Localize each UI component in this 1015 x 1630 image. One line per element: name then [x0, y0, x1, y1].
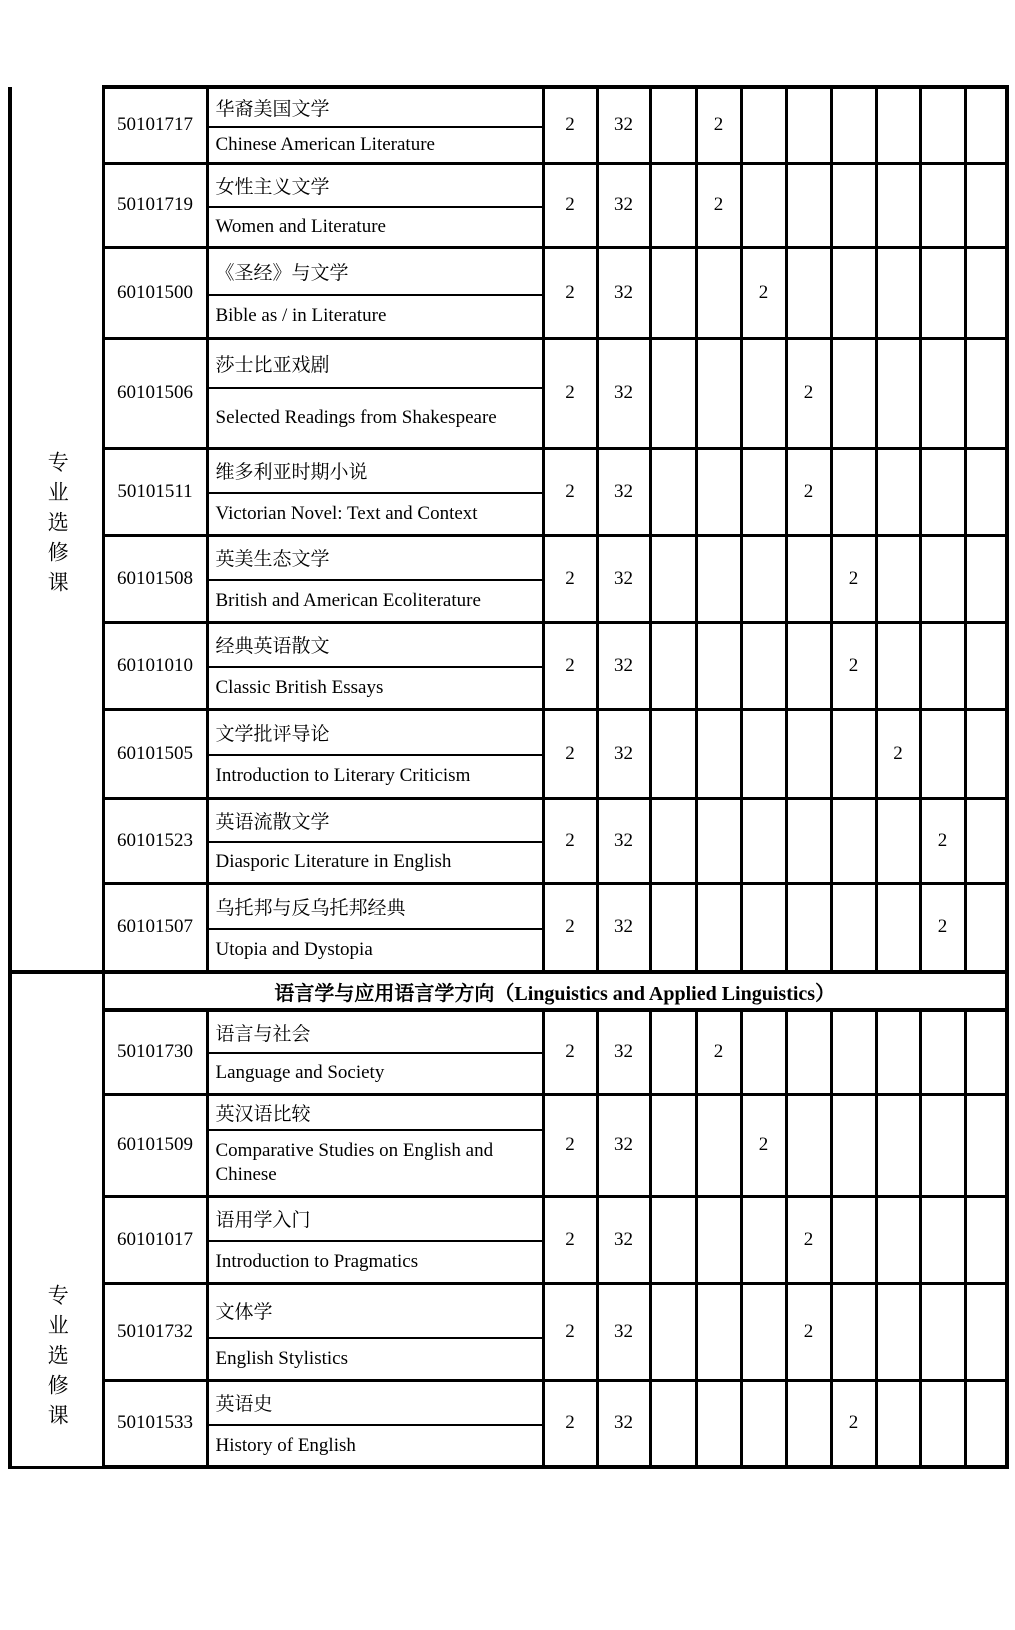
- course-name-en: English Stylistics: [207, 1338, 543, 1380]
- semester-col-3-cell: [741, 622, 786, 709]
- semester-col-7-cell: [920, 448, 965, 535]
- course-name-zh: 华裔美国文学: [207, 87, 543, 127]
- semester-col-1-cell: [650, 1283, 696, 1380]
- semester-col-3-cell: [741, 1196, 786, 1283]
- semester-col-3-cell: [741, 448, 786, 535]
- course-row-zh: [10, 883, 1007, 929]
- semester-col-6-cell: [876, 535, 920, 622]
- course-name-en: Introduction to Pragmatics: [207, 1241, 543, 1283]
- course-credits: 2: [543, 709, 597, 798]
- semester-col-5-cell: 2: [831, 1380, 876, 1467]
- semester-col-3-cell: 2: [741, 1094, 786, 1196]
- semester-col-3-cell: [741, 1380, 786, 1467]
- semester-col-3-cell: [741, 798, 786, 883]
- course-credits: 2: [543, 338, 597, 448]
- course-code: 60101500: [103, 247, 207, 338]
- semester-col-2-cell: [696, 1283, 741, 1380]
- semester-col-2-cell: [696, 798, 741, 883]
- course-name-en: Selected Readings from Shakespeare: [207, 388, 543, 448]
- course-name-zh: 英语流散文学: [207, 798, 543, 842]
- semester-col-7-cell: 2: [920, 883, 965, 972]
- course-name-zh: 女性主义文学: [207, 163, 543, 207]
- course-name-en: Victorian Novel: Text and Context: [207, 493, 543, 535]
- course-code: 60101505: [103, 709, 207, 798]
- semester-col-2-cell: [696, 709, 741, 798]
- semester-col-7-cell: [920, 247, 965, 338]
- course-credits: 2: [543, 87, 597, 163]
- course-credits: 2: [543, 247, 597, 338]
- course-row-zh: [10, 535, 1007, 580]
- semester-col-8-cell: [965, 883, 1007, 972]
- course-name-zh: 经典英语散文: [207, 622, 543, 667]
- semester-col-7-cell: [920, 1380, 965, 1467]
- course-code: 60101506: [103, 338, 207, 448]
- semester-col-1-cell: [650, 87, 696, 163]
- course-name-zh: 语用学入门: [207, 1196, 543, 1241]
- semester-col-6-cell: [876, 798, 920, 883]
- semester-col-6-cell: [876, 163, 920, 247]
- semester-col-6-cell: [876, 1196, 920, 1283]
- semester-col-1-cell: [650, 1094, 696, 1196]
- semester-col-7-cell: [920, 338, 965, 448]
- course-code: 50101730: [103, 1010, 207, 1094]
- section-label-text: 专业选修课: [45, 1283, 70, 1434]
- semester-col-8-cell: [965, 535, 1007, 622]
- semester-col-8-cell: [965, 1283, 1007, 1380]
- semester-col-5-cell: [831, 1196, 876, 1283]
- course-credits: 2: [543, 1380, 597, 1467]
- course-hours: 32: [597, 1283, 650, 1380]
- course-code: 60101010: [103, 622, 207, 709]
- course-code: 50101511: [103, 448, 207, 535]
- semester-col-1-cell: [650, 1380, 696, 1467]
- semester-col-1-cell: [650, 338, 696, 448]
- course-name-zh: 文学批评导论: [207, 709, 543, 755]
- semester-col-5-cell: [831, 163, 876, 247]
- course-name-zh: 英语史: [207, 1380, 543, 1425]
- course-credits: 2: [543, 163, 597, 247]
- course-name-zh: 乌托邦与反乌托邦经典: [207, 883, 543, 929]
- semester-col-8-cell: [965, 1010, 1007, 1094]
- course-code: 50101533: [103, 1380, 207, 1467]
- semester-col-1-cell: [650, 883, 696, 972]
- course-credits: 2: [543, 1010, 597, 1094]
- semester-col-5-cell: 2: [831, 622, 876, 709]
- semester-col-5-cell: [831, 798, 876, 883]
- semester-col-8-cell: [965, 1196, 1007, 1283]
- course-code: 50101732: [103, 1283, 207, 1380]
- semester-col-7-cell: [920, 535, 965, 622]
- course-hours: 32: [597, 87, 650, 163]
- course-credits: 2: [543, 883, 597, 972]
- section-label-cell: [10, 87, 103, 972]
- semester-col-2-cell: [696, 1380, 741, 1467]
- semester-col-7-cell: [920, 163, 965, 247]
- course-hours: 32: [597, 1010, 650, 1094]
- course-hours: 32: [597, 535, 650, 622]
- course-row-zh: [10, 709, 1007, 755]
- course-credits: 2: [543, 798, 597, 883]
- semester-col-6-cell: [876, 1380, 920, 1467]
- semester-col-7-cell: [920, 1283, 965, 1380]
- semester-col-4-cell: 2: [786, 1283, 831, 1380]
- semester-col-2-cell: [696, 883, 741, 972]
- course-code: 60101507: [103, 883, 207, 972]
- course-code: 50101719: [103, 163, 207, 247]
- course-row-zh: [10, 247, 1007, 295]
- course-name-en: Utopia and Dystopia: [207, 929, 543, 972]
- course-row-zh: [10, 1094, 1007, 1130]
- semester-col-3-cell: [741, 535, 786, 622]
- semester-col-1-cell: [650, 535, 696, 622]
- semester-col-6-cell: [876, 448, 920, 535]
- semester-col-7-cell: [920, 87, 965, 163]
- semester-col-4-cell: [786, 1380, 831, 1467]
- course-name-en: Introduction to Literary Criticism: [207, 755, 543, 798]
- semester-col-1-cell: [650, 622, 696, 709]
- course-hours: 32: [597, 883, 650, 972]
- semester-col-4-cell: [786, 87, 831, 163]
- semester-col-4-cell: [786, 798, 831, 883]
- course-row-zh: [10, 1283, 1007, 1338]
- course-row-zh: [10, 338, 1007, 388]
- course-row-zh: [10, 1010, 1007, 1053]
- course-row-zh: [10, 1196, 1007, 1241]
- section-header-row: [10, 972, 1007, 1010]
- course-code: 60101523: [103, 798, 207, 883]
- course-credits: 2: [543, 1094, 597, 1196]
- semester-col-4-cell: [786, 1010, 831, 1094]
- course-hours: 32: [597, 798, 650, 883]
- course-name-zh: 维多利亚时期小说: [207, 448, 543, 493]
- course-name-zh: 英汉语比较: [207, 1094, 543, 1130]
- course-name-en: British and American Ecoliterature: [207, 580, 543, 622]
- semester-col-4-cell: 2: [786, 448, 831, 535]
- course-hours: 32: [597, 448, 650, 535]
- course-credits: 2: [543, 1196, 597, 1283]
- semester-col-5-cell: [831, 883, 876, 972]
- semester-col-8-cell: [965, 87, 1007, 163]
- semester-col-5-cell: [831, 709, 876, 798]
- semester-col-3-cell: [741, 883, 786, 972]
- semester-col-8-cell: [965, 622, 1007, 709]
- semester-col-3-cell: [741, 709, 786, 798]
- semester-col-6-cell: 2: [876, 709, 920, 798]
- semester-col-7-cell: [920, 1196, 965, 1283]
- semester-col-1-cell: [650, 1010, 696, 1094]
- course-name-en: History of English: [207, 1425, 543, 1467]
- course-row-zh: [10, 163, 1007, 207]
- semester-col-5-cell: [831, 1094, 876, 1196]
- course-hours: 32: [597, 247, 650, 338]
- course-row-zh: [10, 622, 1007, 667]
- semester-col-5-cell: 2: [831, 535, 876, 622]
- semester-col-8-cell: [965, 448, 1007, 535]
- semester-col-4-cell: [786, 1094, 831, 1196]
- course-hours: 32: [597, 1380, 650, 1467]
- course-credits: 2: [543, 448, 597, 535]
- semester-col-4-cell: 2: [786, 338, 831, 448]
- semester-col-6-cell: [876, 1010, 920, 1094]
- semester-col-7-cell: [920, 622, 965, 709]
- semester-col-3-cell: 2: [741, 247, 786, 338]
- semester-col-4-cell: [786, 709, 831, 798]
- course-name-zh: 文体学: [207, 1283, 543, 1338]
- semester-col-4-cell: [786, 247, 831, 338]
- course-row-zh: [10, 1380, 1007, 1425]
- course-row-zh: [10, 798, 1007, 842]
- course-hours: 32: [597, 709, 650, 798]
- course-code: 60101508: [103, 535, 207, 622]
- semester-col-4-cell: [786, 883, 831, 972]
- semester-col-5-cell: [831, 1283, 876, 1380]
- semester-col-6-cell: [876, 247, 920, 338]
- semester-col-2-cell: [696, 1196, 741, 1283]
- semester-col-2-cell: [696, 1094, 741, 1196]
- course-code: 50101717: [103, 87, 207, 163]
- semester-col-8-cell: [965, 247, 1007, 338]
- course-hours: 32: [597, 1196, 650, 1283]
- semester-col-6-cell: [876, 622, 920, 709]
- course-table-body: [10, 87, 1007, 1467]
- semester-col-6-cell: [876, 883, 920, 972]
- course-name-zh: 《圣经》与文学: [207, 247, 543, 295]
- course-name-en: Language and Society: [207, 1053, 543, 1094]
- course-name-en: Diasporic Literature in English: [207, 842, 543, 883]
- semester-col-4-cell: [786, 622, 831, 709]
- section-header: 语言学与应用语言学方向（Linguistics and Applied Linguistics）: [103, 972, 1007, 1010]
- course-table: [8, 85, 1009, 1469]
- semester-col-1-cell: [650, 163, 696, 247]
- course-row-zh: [10, 87, 1007, 127]
- course-name-en: Comparative Studies on English and Chinese: [207, 1130, 543, 1196]
- semester-col-8-cell: [965, 709, 1007, 798]
- semester-col-4-cell: 2: [786, 1196, 831, 1283]
- course-hours: 32: [597, 338, 650, 448]
- semester-col-8-cell: [965, 1094, 1007, 1196]
- course-name-zh: 语言与社会: [207, 1010, 543, 1053]
- semester-col-3-cell: [741, 1283, 786, 1380]
- course-name-en: Women and Literature: [207, 207, 543, 247]
- course-row-zh: [10, 448, 1007, 493]
- semester-col-5-cell: [831, 87, 876, 163]
- semester-col-2-cell: [696, 622, 741, 709]
- semester-col-2-cell: 2: [696, 163, 741, 247]
- semester-col-4-cell: [786, 163, 831, 247]
- semester-col-8-cell: [965, 338, 1007, 448]
- semester-col-3-cell: [741, 338, 786, 448]
- semester-col-5-cell: [831, 247, 876, 338]
- semester-col-6-cell: [876, 87, 920, 163]
- semester-col-7-cell: [920, 709, 965, 798]
- course-hours: 32: [597, 1094, 650, 1196]
- course-name-en: Bible as / in Literature: [207, 295, 543, 338]
- semester-col-2-cell: 2: [696, 87, 741, 163]
- semester-col-1-cell: [650, 709, 696, 798]
- semester-col-3-cell: [741, 163, 786, 247]
- semester-col-8-cell: [965, 1380, 1007, 1467]
- course-credits: 2: [543, 535, 597, 622]
- course-name-zh: 莎士比亚戏剧: [207, 338, 543, 388]
- section-label-text: 专业选修课: [45, 450, 70, 601]
- semester-col-7-cell: [920, 1010, 965, 1094]
- semester-col-3-cell: [741, 87, 786, 163]
- semester-col-5-cell: [831, 1010, 876, 1094]
- semester-col-2-cell: [696, 535, 741, 622]
- section-label-cell: [10, 972, 103, 1467]
- semester-col-1-cell: [650, 1196, 696, 1283]
- semester-col-1-cell: [650, 448, 696, 535]
- semester-col-1-cell: [650, 798, 696, 883]
- semester-col-5-cell: [831, 338, 876, 448]
- course-code: 60101509: [103, 1094, 207, 1196]
- course-hours: 32: [597, 622, 650, 709]
- course-name-en: Classic British Essays: [207, 667, 543, 709]
- semester-col-5-cell: [831, 448, 876, 535]
- semester-col-3-cell: [741, 1010, 786, 1094]
- course-name-en: Chinese American Literature: [207, 127, 543, 163]
- semester-col-1-cell: [650, 247, 696, 338]
- course-credits: 2: [543, 1283, 597, 1380]
- semester-col-7-cell: 2: [920, 798, 965, 883]
- semester-col-2-cell: [696, 247, 741, 338]
- semester-col-8-cell: [965, 163, 1007, 247]
- semester-col-6-cell: [876, 338, 920, 448]
- semester-col-4-cell: [786, 535, 831, 622]
- semester-col-2-cell: 2: [696, 1010, 741, 1094]
- course-credits: 2: [543, 622, 597, 709]
- semester-col-7-cell: [920, 1094, 965, 1196]
- course-name-zh: 英美生态文学: [207, 535, 543, 580]
- semester-col-6-cell: [876, 1283, 920, 1380]
- course-code: 60101017: [103, 1196, 207, 1283]
- course-hours: 32: [597, 163, 650, 247]
- semester-col-8-cell: [965, 798, 1007, 883]
- semester-col-2-cell: [696, 338, 741, 448]
- semester-col-6-cell: [876, 1094, 920, 1196]
- semester-col-2-cell: [696, 448, 741, 535]
